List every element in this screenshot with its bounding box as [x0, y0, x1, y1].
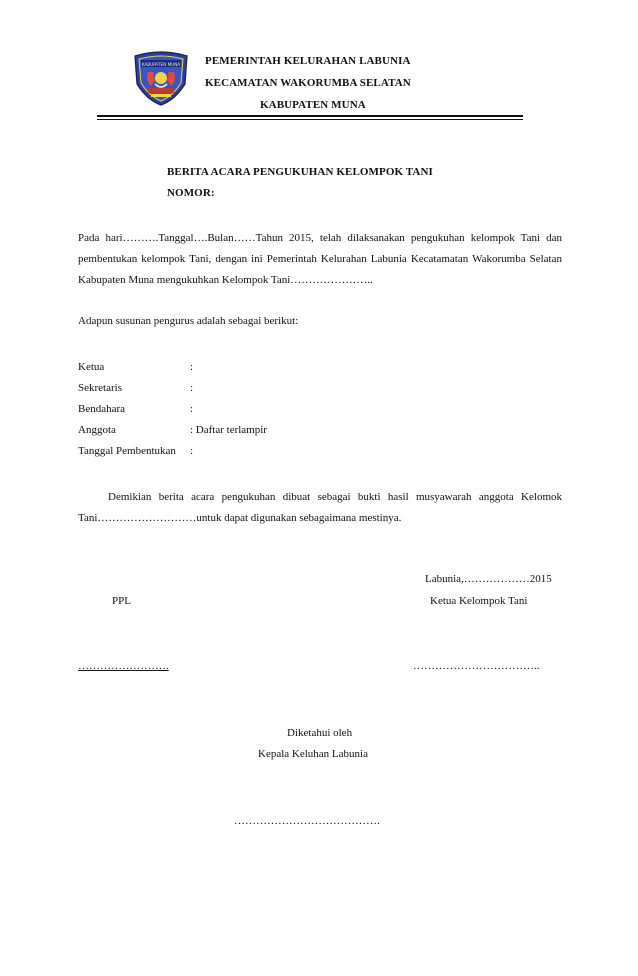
- signature-line-left: …………………….: [78, 660, 169, 672]
- field-value-anggota: : Daftar terlampir: [190, 424, 267, 436]
- field-label-tanggal: Tanggal Pembentukan: [78, 445, 176, 457]
- structure-intro: Adapun susunan pengurus adalah sebagai berikut:: [78, 315, 299, 327]
- document-number: NOMOR:: [167, 187, 215, 199]
- field-value-tanggal: :: [190, 445, 194, 457]
- intro-paragraph: Pada hari……….Tanggal….Bulan……Tahun 2015, telah dilaksanakan pengukuhan kelompok Tani dan pembentukan kelompok Tani, dengan ini Pemerintah Kelurahan Labunia Kecatamatan Wakorumba Selatan Kabupaten Muna mengukuhkan Kelompok Tani…………………..: [78, 232, 562, 286]
- head-title: Kepala Keluhan Labunia: [258, 748, 368, 760]
- acknowledged-label: Diketahui oleh: [287, 727, 353, 739]
- field-label-sekretaris: Sekretaris: [78, 382, 122, 394]
- signer-right-title: Ketua Kelompok Tani: [430, 595, 528, 607]
- signer-left-title: PPL: [112, 595, 131, 607]
- field-value-bendahara: :: [190, 403, 194, 415]
- header-divider: [97, 115, 523, 117]
- header-line-regency: KABUPATEN MUNA: [260, 99, 366, 111]
- place-date: Labunia,………………2015: [425, 573, 552, 585]
- regency-emblem-logo: [131, 50, 191, 106]
- field-label-ketua: Ketua: [78, 361, 105, 373]
- field-value-sekretaris: :: [190, 382, 194, 394]
- signature-line-right: ……………………………..: [413, 660, 540, 672]
- header-line-district: KECAMATAN WAKORUMBA SELATAN: [205, 77, 411, 89]
- field-label-anggota: Anggota: [78, 424, 116, 436]
- logo-text: KABUPATEN MUNA: [141, 61, 181, 67]
- header-divider-thin: [97, 119, 523, 120]
- closing-paragraph: Demikian berita acara pengukuhan dibuat sebagai bukti hasil musyawarah anggota Kelomok Tani………………………untuk dapat digunakan sebagaimana mestinya.: [78, 491, 562, 524]
- signature-line-head: ………………………………….: [234, 815, 380, 827]
- header-line-government: PEMERINTAH KELURAHAN LABUNIA: [205, 55, 411, 67]
- field-value-ketua: :: [190, 361, 194, 373]
- document-title: BERITA ACARA PENGUKUHAN KELOMPOK TANI: [167, 166, 433, 178]
- field-label-bendahara: Bendahara: [78, 403, 126, 415]
